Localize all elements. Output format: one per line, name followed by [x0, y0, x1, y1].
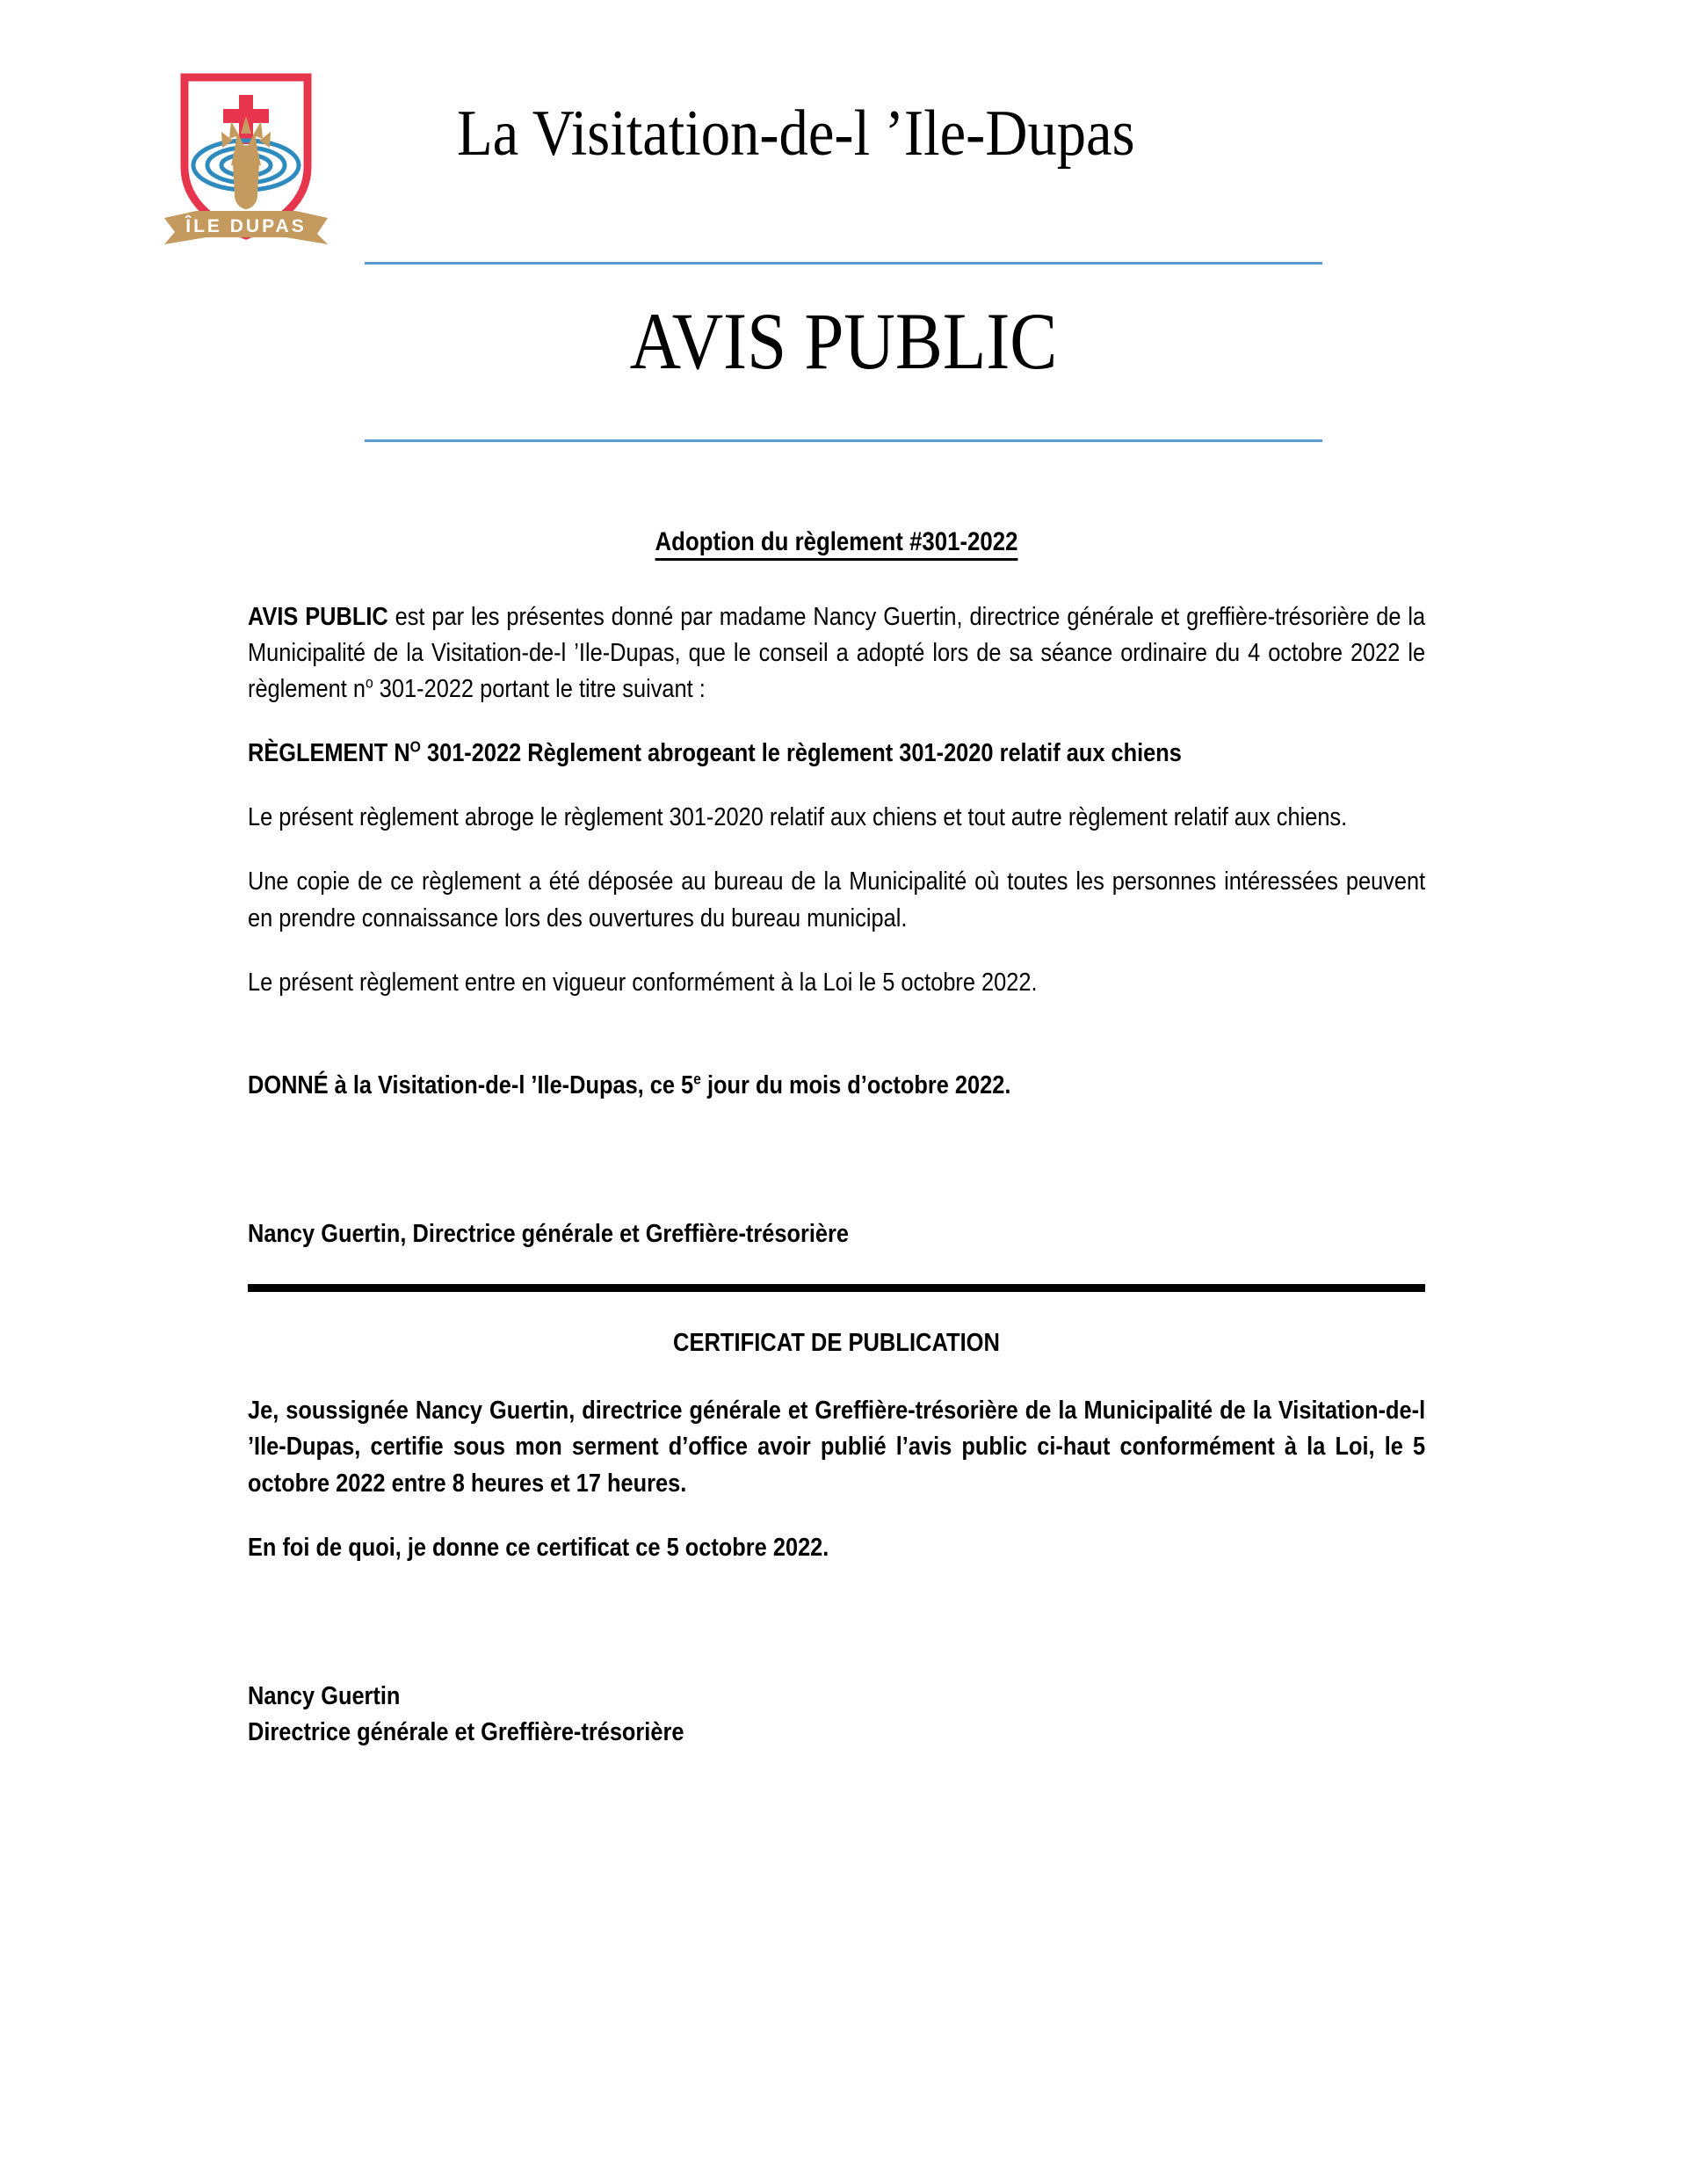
reglement-title-paragraph: [248, 736, 1425, 772]
certificate-heading: CERTIFICAT DE PUBLICATION: [673, 1329, 1000, 1358]
reglement-superscript: O: [409, 737, 421, 756]
municipal-coat-of-arms-icon: [154, 62, 338, 250]
notice-intro-superscript: o: [366, 673, 373, 692]
spacer-signature-certificate: [248, 1594, 1425, 1679]
accent-rule-bottom: [365, 439, 1322, 442]
notice-subtitle: [330, 526, 1343, 559]
abrogation-paragraph: Le présent règlement abroge le règlement 301-2020 relatif aux chiens et tout autre règlement relatif aux chiens.: [248, 803, 1348, 832]
document-header: [0, 53, 1687, 255]
notice-intro-lead: AVIS PUBLIC: [248, 602, 388, 631]
donne-prefix: DONNÉ à la Visitation-de-l ’Ile-Dupas, ce 5: [248, 1070, 694, 1099]
donne-suffix: jour du mois d’octobre 2022.: [700, 1070, 1011, 1099]
notice-subtitle-text: Adoption du règlement #301-2022: [655, 527, 1018, 561]
certificate-signatory-name: Nancy Guertin: [248, 1681, 401, 1710]
page-title: AVIS PUBLIC: [629, 296, 1058, 386]
municipality-name-title: La Visitation-de-l ’Ile-Dupas: [457, 98, 1135, 170]
entry-into-force-paragraph: Le présent règlement entre en vigueur conformément à la Loi le 5 octobre 2022.: [248, 968, 1038, 997]
reglement-label: RÈGLEMENT N: [248, 739, 410, 768]
notice-intro-paragraph: [248, 599, 1425, 708]
donne-paragraph: [248, 1068, 1425, 1104]
notice-signatory: Nancy Guertin, Directrice générale et Greffière-trésorière: [248, 1220, 850, 1249]
section-divider: [248, 1284, 1425, 1292]
donne-superscript: e: [693, 1070, 701, 1088]
notice-intro-text-tail: 301-2022 portant le titre suivant :: [373, 674, 706, 703]
spacer-signature-notice: [248, 1132, 1425, 1216]
document-body: [248, 526, 1425, 1751]
copy-availability-paragraph: Une copie de ce règlement a été déposée au bureau de la Municipalité où toutes les personnes intéressées peuvent en prendre connaissance lors des ouvertures du bureau municipal.: [248, 867, 1426, 932]
notice-intro-text: est par les présentes donné par madame Nancy Guertin, directrice générale et greffière-trésorière de la Municipalité de la Visitation-de-l ’Ile-Dupas, que le conseil a adopté lors de sa séance ordinaire du 4 octobre 2022 le règlement n: [248, 602, 1426, 703]
certificate-signatory-role: Directrice générale et Greffière-trésorière: [248, 1718, 684, 1747]
accent-rule-top: [365, 262, 1322, 265]
certificate-body-paragraph: Je, soussignée Nancy Guertin, directrice générale et Greffière-trésorière de la Municipalité de la Visitation-de-l ’Ile-Dupas, certifie sous mon serment d’office avoir publié l’avis public ci-haut conformément à la Loi, le 5 octobre 2022 entre 8 heures et 17 heures.: [248, 1397, 1426, 1498]
svg-text:ÎLE DUPAS: ÎLE DUPAS: [185, 216, 307, 236]
certificate-closing-paragraph: En foi de quoi, je donne ce certificat ce 5 octobre 2022.: [248, 1533, 829, 1562]
reglement-title-text: 301-2022 Règlement abrogeant le règlement 301-2020 relatif aux chiens: [420, 739, 1182, 768]
spacer-before-donne: [248, 1029, 1425, 1068]
